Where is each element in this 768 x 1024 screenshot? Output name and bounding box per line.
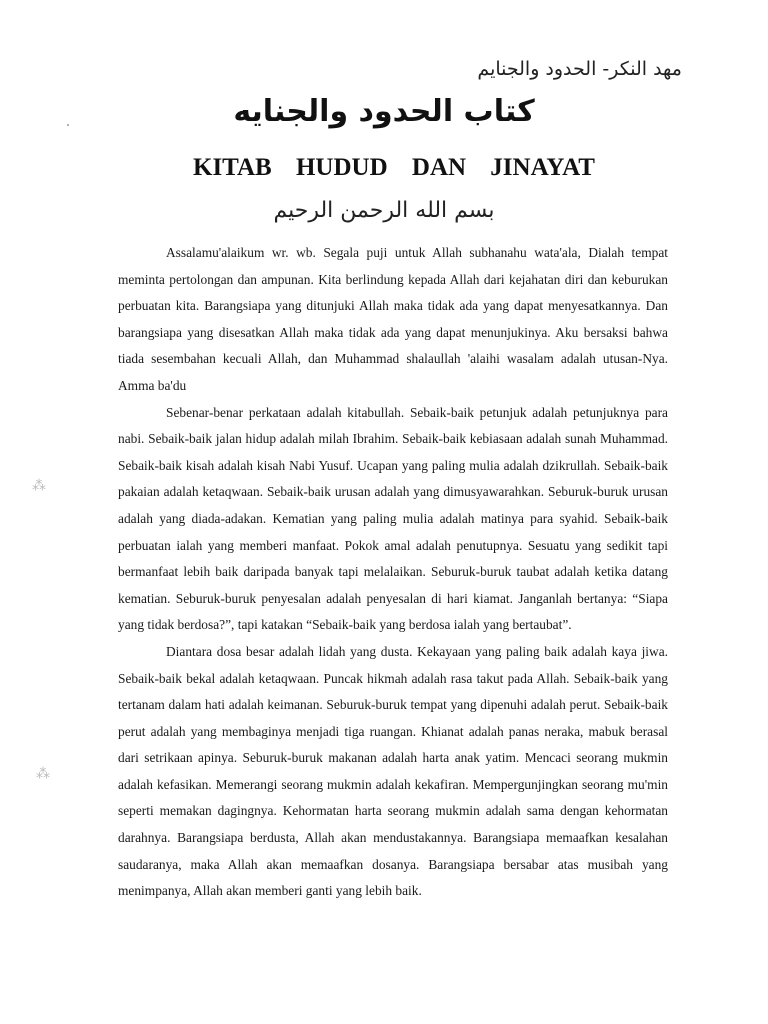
scan-speck — [67, 124, 69, 126]
body-text — [118, 240, 668, 905]
paragraph-sayings: Sebenar-benar perkataan adalah kitabullah. Sebaik-baik petunjuk adalah petunjuknya para nabi. Sebaik-baik jalan hidup adalah milah Ibrahim. Sebaik-baik kebiasaan adalah sunah Muhammad. Sebaik-baik kisah adalah kisah Nabi Yusuf. Ucapan yang paling mulia adalah dzikrullah. Sebaik-baik pakaian adalah ketaqwaan. Sebaik-baik urusan adalah yang dimusyawarahkan. Seburuk-buruk urusan adalah yang diada-adakan. Kematian yang paling mulia adalah matinya para syahid. Sebaik-baik perbuatan ialah yang memberi manfaat. Pokok amal adalah penutupnya. Sesuatu yang sedikit tapi bermanfaat lebih baik daripada banyak tapi melalaikan. Seburuk-buruk taubat adalah ketika datang kematian. Seburuk-buruk penyesalan adalah penyesalan di hari kiamat. Janganlah bertanya: “Siapa yang tidak berdosa?”, tapi katakan “Sebaik-baik yang berdosa ialah yang bertaubat”. — [118, 404, 668, 633]
paragraph-opening: Assalamu'alaikum wr. wb. Segala puji untuk Allah subhanahu wata'ala, Dialah tempat meminta pertolongan dan ampunan. Kita berlindung kepada Allah dari kejahatan diri dan keburukan perbuatan kita. Barangsiapa yang ditunjuki Allah maka tidak ada yang dapat menyesatkannya. Dan barangsiapa yang disesatkan Allah maka tidak ada yang dapat menunjukinya. Aku bersaksi bahwa tiada sesembahan kecuali Allah, dan Muhammad shalaullah 'alaihi wasalam adalah utusan-Nya. Amma ba'du — [118, 245, 668, 393]
paragraph-sins: Diantara dosa besar adalah lidah yang dusta. Kekayaan yang paling baik adalah kaya jiwa. Sebaik-baik bekal adalah ketaqwaan. Puncak hikmah adalah rasa takut pada Allah. Sebaik-baik yang tertanam dalam hati adalah keimanan. Seburuk-buruk tempat yang dipenuhi adalah perut. Sebaik-baik perut adalah yang membaginya menjadi tiga ruangan. Khianat adalah panas neraka, mabuk berasal dari setrikaan apinya. Seburuk-buruk makanan adalah harta anak yatim. Mencaci seorang mukmin adalah kefasikan. Memerangi seorang mukmin adalah kekafiran. Mempergunjingkan seorang mu'min seperti memakan dagingnya. Kehormatan harta seorang mukmin adalah sama dengan kehormatan darahnya. Barangsiapa berdusta, Allah akan mendustakannya. Barangsiapa memaafkan kesalahan saudaranya, maka Allah akan memaafkan dosanya. Barangsiapa bersabar atas musibah yang menimpanya, Allah akan memberi ganti yang lebih baik. — [118, 643, 668, 899]
basmala: بسم الله الرحمن الرحيم — [273, 198, 495, 223]
scan-speck: ⁂ — [32, 478, 46, 494]
page-title: KITAB HUDUD DAN JINAYAT — [193, 154, 595, 181]
scan-speck: ⁂ — [36, 766, 50, 782]
arabic-subtitle: مهد النكر- الحدود والجنايم — [477, 58, 682, 80]
arabic-title: كتاب الحدود والجنايه — [233, 94, 535, 129]
